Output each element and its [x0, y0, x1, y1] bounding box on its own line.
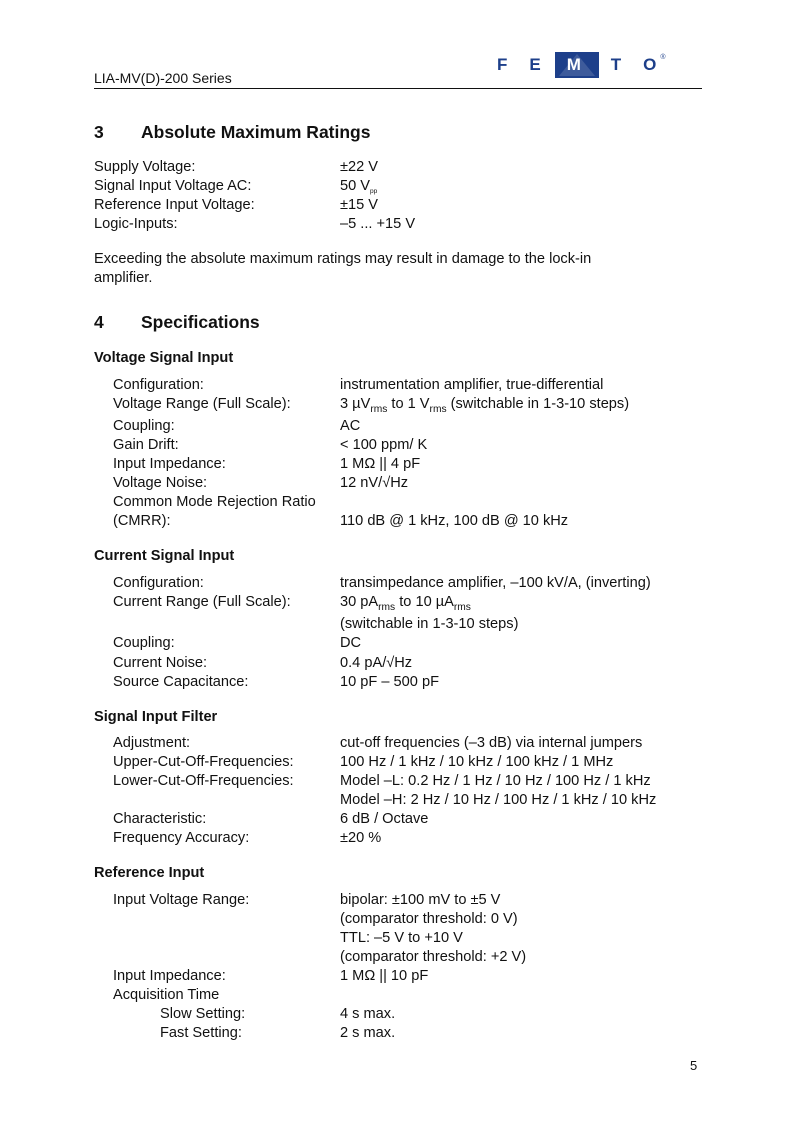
- reference-impedance-value: 1 MΩ || 10 pF: [340, 968, 429, 984]
- characteristic-value: 6 dB / Octave: [340, 811, 429, 827]
- acquisition-time-label: Acquisition Time: [113, 987, 220, 1003]
- spec-label: Signal Input Voltage AC:: [94, 178, 252, 194]
- lower-cutoff-value-l: Model –L: 0.2 Hz / 1 Hz / 10 Hz / 100 Hz / 1 kHz: [340, 773, 651, 789]
- femto-logo: [497, 52, 666, 78]
- lower-cutoff-value-h: Model –H: 2 Hz / 10 Hz / 100 Hz / 1 kHz / 10 kHz: [340, 792, 657, 808]
- section-3-heading: [94, 121, 370, 143]
- upper-cutoff-value: 100 Hz / 1 kHz / 10 kHz / 100 kHz / 1 MHz: [340, 754, 614, 770]
- logo-letter-m: M: [566, 55, 581, 74]
- voltage-coupling-value: AC: [340, 418, 361, 434]
- current-noise-value: 0.4 pA/√Hz: [340, 655, 413, 671]
- logo-letter-t: T: [610, 55, 622, 74]
- spec-label: Supply Voltage:: [94, 159, 196, 175]
- logo-registered-mark: ®: [660, 53, 666, 61]
- logo-m-block: [555, 52, 599, 78]
- current-config-value: transimpedance amplifier, –100 kV/A, (inverting): [340, 575, 651, 591]
- header-rule: [94, 88, 702, 89]
- slow-setting-label: Slow Setting:: [160, 1006, 246, 1022]
- section-title: Specifications: [141, 312, 260, 332]
- source-capacitance-label: Source Capacitance:: [113, 674, 249, 690]
- reference-range-value-3: TTL: –5 V to +10 V: [340, 930, 463, 946]
- voltage-config-label: Configuration:: [113, 377, 204, 393]
- section-4-heading: [94, 311, 260, 333]
- spec-row: [94, 196, 378, 215]
- header-series-title: LIA-MV(D)-200 Series: [94, 70, 232, 86]
- gain-drift-label: Gain Drift:: [113, 437, 179, 453]
- reference-range-value-2: (comparator threshold: 0 V): [340, 911, 518, 927]
- slow-setting-value: 4 s max.: [340, 1006, 396, 1022]
- reference-heading: Reference Input: [94, 865, 205, 881]
- current-range-note: (switchable in 1-3-10 steps): [340, 616, 519, 632]
- current-range-label: Current Range (Full Scale):: [113, 594, 291, 610]
- spec-label: Logic-Inputs:: [94, 216, 178, 232]
- fast-setting-label: Fast Setting:: [160, 1025, 242, 1041]
- spec-value: –5 ... +15 V: [340, 216, 416, 232]
- cmrr-value: 110 dB @ 1 kHz, 100 dB @ 10 kHz: [340, 513, 569, 529]
- voltage-range-label: Voltage Range (Full Scale):: [113, 396, 291, 412]
- fast-setting-value: 2 s max.: [340, 1025, 396, 1041]
- voltage-config-value: instrumentation amplifier, true-differential: [340, 377, 604, 393]
- spec-value: ±22 V: [340, 159, 379, 175]
- cmrr-label-line2: (CMRR):: [113, 513, 171, 529]
- current-coupling-value: DC: [340, 635, 362, 651]
- current-coupling-label: Coupling:: [113, 635, 175, 651]
- spec-row: [94, 215, 415, 234]
- frequency-accuracy-value: ±20 %: [340, 830, 382, 846]
- current-input-heading: Current Signal Input: [94, 548, 235, 564]
- current-range-value: 30 $pA_{rms}$ to 10 µA$_{rms}$: [340, 594, 471, 613]
- cmrr-label-line1: Common Mode Rejection Ratio: [113, 494, 316, 510]
- spec-label: Reference Input Voltage:: [94, 197, 255, 213]
- reference-range-label: Input Voltage Range:: [113, 892, 250, 908]
- voltage-impedance-label: Input Impedance:: [113, 456, 226, 472]
- spec-row: [94, 177, 377, 196]
- page-number: 5: [690, 1058, 698, 1073]
- logo-letter-o: O: [643, 55, 657, 74]
- spec-row: [94, 158, 378, 177]
- logo-letter-e: E: [529, 55, 541, 74]
- voltage-impedance-value: 1 MΩ || 4 pF: [340, 456, 421, 472]
- voltage-input-heading: Voltage Signal Input: [94, 350, 234, 366]
- voltage-noise-value: 12 nV/√Hz: [340, 475, 409, 491]
- voltage-noise-label: Voltage Noise:: [113, 475, 208, 491]
- characteristic-label: Characteristic:: [113, 811, 207, 827]
- filter-adjustment-value: cut-off frequencies (–3 dB) via internal jumpers: [340, 735, 643, 751]
- section-title: Absolute Maximum Ratings: [141, 122, 371, 142]
- reference-range-value-4: (comparator threshold: +2 V): [340, 949, 527, 965]
- gain-drift-value: < 100 ppm/ K: [340, 437, 428, 453]
- filter-heading: Signal Input Filter: [94, 709, 218, 725]
- source-capacitance-value: 10 pF – 500 pF: [340, 674, 439, 690]
- section-number: 3: [94, 122, 104, 142]
- current-config-label: Configuration:: [113, 575, 204, 591]
- spec-value: ±15 V: [340, 197, 379, 213]
- voltage-range-value: 3 µV$_{rms}$ to 1 $V_{rms}$ (switchable in 1-3-10 steps): [340, 396, 630, 415]
- filter-adjustment-label: Adjustment:: [113, 735, 191, 751]
- lower-cutoff-label: Lower-Cut-Off-Frequencies:: [113, 773, 294, 789]
- spec-value: 50 $V_{pp}$: [340, 178, 378, 195]
- upper-cutoff-label: Upper-Cut-Off-Frequencies:: [113, 754, 294, 770]
- reference-range-value-1: bipolar: ±100 mV to ±5 V: [340, 892, 501, 908]
- section-number: 4: [94, 312, 104, 332]
- ratings-note: Exceeding the absolute maximum ratings may result in damage to the lock-in amplifier.: [94, 251, 592, 287]
- logo-letter-f: F: [497, 55, 508, 74]
- reference-impedance-label: Input Impedance:: [113, 968, 226, 984]
- current-noise-label: Current Noise:: [113, 655, 208, 671]
- voltage-coupling-label: Coupling:: [113, 418, 175, 434]
- frequency-accuracy-label: Frequency Accuracy:: [113, 830, 250, 846]
